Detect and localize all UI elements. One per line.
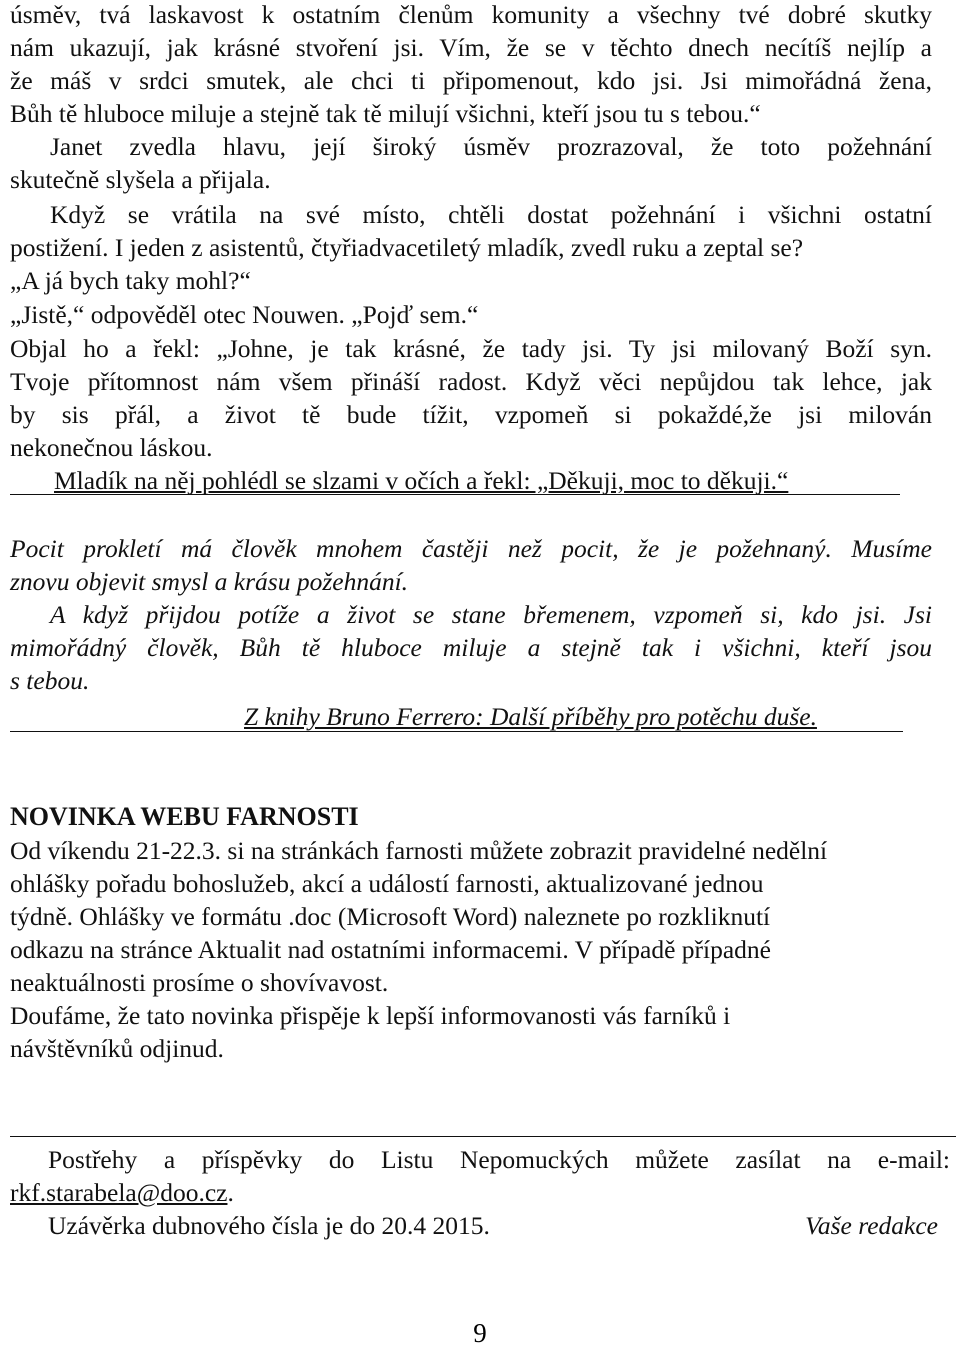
footer-deadline-row [10,1209,950,1242]
email-link[interactable]: rkf.starabela@doo.cz [10,1178,228,1207]
news-body [10,834,932,1065]
text-line: nám ukazují, jak krásné stvoření jsi. Vím, že se v těchto dnech necítíš nejlíp a [10,33,932,62]
text-line: nekonečnou láskou. [10,433,213,462]
text-line: skutečně slyšela a přijala. [10,165,271,194]
text-line: postižení. I jeden z asistentů, čtyřiadvacetiletý mladík, zvedl ruku a zeptal se? [10,233,804,262]
text-line: Bůh tě hluboce miluje a stejně tak tě milují všichni, kteří jsou tu s tebou.“ [10,99,761,128]
text-line: Tvoje přítomnost nám všem přináší radost. Když věci nepůjdou tak lehce, jak [10,367,932,396]
underline-rule [10,494,900,495]
source-underline-rule [10,731,903,732]
footer-rule [10,1136,956,1137]
story-closing-line: Mladík na něj pohlédl se slzami v očích a řekl: „Děkuji, moc to děkuji.“ [54,466,789,495]
text-line: by sis přál, a život tě bude tížit, vzpomeň si pokaždé,že jsi milován [10,400,932,429]
footer-email-line [10,1176,950,1209]
text-line: s tebou. [10,666,90,695]
reflection-paragraph-1 [10,532,932,598]
footer-contact-line: Postřehy a příspěvky do Listu Nepomuckých můžete zasílat na e-mail: [48,1145,950,1174]
signature: Vaše redakce [805,1211,938,1240]
text-line: Od víkendu 21-22.3. si na stránkách farnosti můžete zobrazit pravidelné nedělní [10,836,828,865]
text-line: že máš v srdci smutek, ale chci ti připomenout, kdo jsi. Jsi mimořádná žena, [10,66,932,95]
quote-line: „A já bych taky mohl?“ [10,266,251,295]
text-line: týdně. Ohlášky ve formátu .doc (Microsoft Word) naleznete po rozkliknutí [10,902,771,931]
footer [10,1143,950,1242]
source-citation: Z knihy Bruno Ferrero: Další příběhy pro potěchu duše. [244,702,817,731]
text-line: mimořádný člověk, Bůh tě hluboce miluje a stejně tak i všichni, kteří jsou [10,633,932,662]
story-paragraph-4 [10,332,932,464]
deadline-text: Uzávěrka dubnového čísla je do 20.4 2015. [48,1211,490,1240]
text-line: Doufáme, že tato novinka přispěje k lepší informovanosti vás farníků i [10,1001,731,1030]
story-paragraph-3 [10,198,932,264]
story-paragraph-2 [10,130,932,196]
news-heading: NOVINKA WEBU FARNOSTI [10,802,359,831]
text-line: návštěvníků odjinud. [10,1034,224,1063]
text-line: úsměv, tvá laskavost k ostatním členům komunity a všechny tvé dobré skutky [10,0,932,29]
text-line: Když se vrátila na své místo, chtěli dostat požehnání i všichni ostatní [50,200,932,229]
text-line: Objal ho a řekl: „Johne, je tak krásné, že tady jsi. Ty jsi milovaný Boží syn. [10,334,932,363]
text-line: ohlášky pořadu bohoslužeb, akcí a událostí farnosti, aktualizované jednou [10,869,764,898]
text-line: znovu objevit smysl a krásu požehnání. [10,567,409,596]
reflection-paragraph-2 [10,598,932,697]
text-line: odkazu na stránce Aktualit nad ostatními informacemi. V případě případné [10,935,772,964]
text-line: A když přijdou potíže a život se stane břemenem, vzpomeň si, kdo jsi. Jsi [50,600,932,629]
page-number: 9 [473,1318,487,1348]
quote-line: „Jistě,“ odpověděl otec Nouwen. „Pojď sem.“ [10,300,479,329]
text-line: Janet zvedla hlavu, její široký úsměv prozrazoval, že toto požehnání [50,132,932,161]
text-line: Pocit prokletí má člověk mnohem častěji než pocit, že je požehnaný. Musíme [10,534,932,563]
story-paragraph-1 [10,0,932,130]
text-line: neaktuálnosti prosíme o shovívavost. [10,968,389,997]
email-suffix: . [227,1178,234,1207]
